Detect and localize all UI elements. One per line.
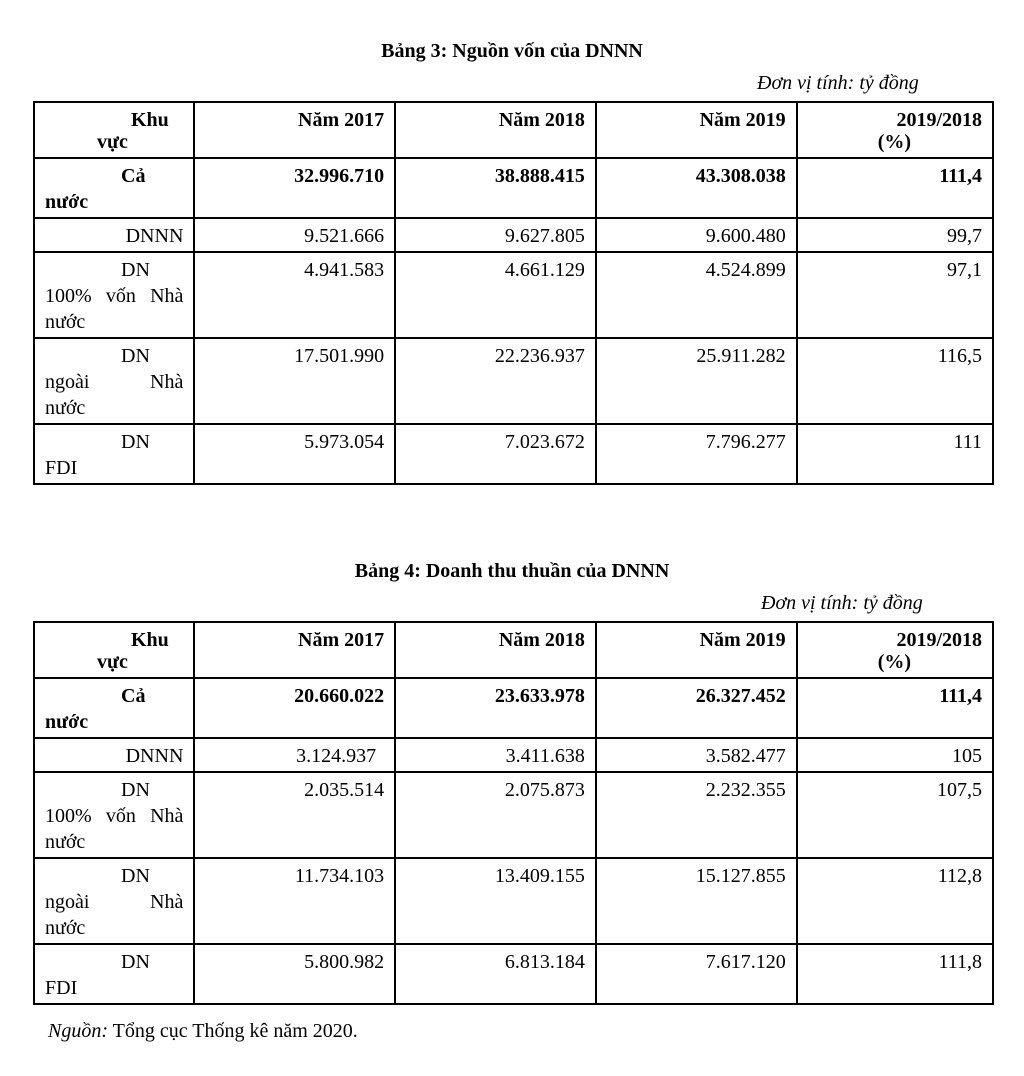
source-note (48, 1020, 358, 1043)
header-pct-line2: (%) (877, 651, 912, 673)
value-pct: 97,1 (797, 252, 993, 338)
table-row (34, 218, 993, 252)
table3-title: Bảng 3: Nguồn vốn của DNNN (381, 40, 643, 62)
region-line: DN (121, 865, 150, 887)
table3-header-row (34, 102, 993, 158)
table3-unit: Đơn vị tính: tỷ đồng (757, 72, 919, 94)
value-2018: 2.075.873 (395, 772, 596, 858)
region-line: DNNN (34, 738, 194, 772)
header-2019: Năm 2019 (596, 102, 797, 158)
value-2019: 3.582.477 (596, 738, 797, 772)
value-pct: 112,8 (797, 858, 993, 944)
value-2017: 20.660.022 (194, 678, 395, 738)
value-2017: 32.996.710 (194, 158, 395, 218)
region-line: nước (45, 311, 86, 333)
value-2018: 22.236.937 (395, 338, 596, 424)
value-pct: 111 (797, 424, 993, 484)
value-2018: 6.813.184 (395, 944, 596, 1004)
table-row (34, 772, 993, 858)
header-pct-line1: 2019/2018 (896, 109, 982, 131)
region-line: ngoài Nhà (45, 371, 184, 393)
region-line: FDI (45, 977, 78, 999)
table-row (34, 158, 993, 218)
value-2019: 4.524.899 (596, 252, 797, 338)
region-line: DN (121, 259, 150, 281)
value-2019: 25.911.282 (596, 338, 797, 424)
header-2018: Năm 2018 (395, 102, 596, 158)
header-region-line1: Khu (131, 109, 169, 131)
header-region-line2: vực (97, 131, 128, 153)
value-2017: 5.800.982 (194, 944, 395, 1004)
header-2019: Năm 2019 (596, 622, 797, 678)
region-line: DN (121, 779, 150, 801)
table4 (33, 621, 994, 1005)
value-pct: 111,4 (797, 678, 993, 738)
table4-header-row (34, 622, 993, 678)
region-line: nước (45, 831, 86, 853)
header-2017: Năm 2017 (194, 622, 395, 678)
value-2019: 2.232.355 (596, 772, 797, 858)
value-2018: 7.023.672 (395, 424, 596, 484)
region-line: nước (45, 191, 89, 213)
value-2017: 11.734.103 (194, 858, 395, 944)
value-2017: 17.501.990 (194, 338, 395, 424)
table-row (34, 424, 993, 484)
source-text: Tổng cục Thống kê năm 2020. (108, 1020, 358, 1042)
value-2018: 4.661.129 (395, 252, 596, 338)
region-line: ngoài Nhà (45, 891, 184, 913)
table-row (34, 944, 993, 1004)
region-line: DNNN (34, 218, 194, 252)
table-row (34, 338, 993, 424)
region-line: FDI (45, 457, 78, 479)
table-row (34, 678, 993, 738)
value-2019: 9.600.480 (596, 218, 797, 252)
header-2017: Năm 2017 (194, 102, 395, 158)
header-2018: Năm 2018 (395, 622, 596, 678)
table3 (33, 101, 994, 485)
value-pct: 99,7 (797, 218, 993, 252)
table-row (34, 252, 993, 338)
value-pct: 111,4 (797, 158, 993, 218)
table-row (34, 738, 993, 772)
header-region-line2: vực (97, 651, 128, 673)
region-line: nước (45, 711, 89, 733)
value-2019: 7.796.277 (596, 424, 797, 484)
region-line: DN (121, 345, 150, 367)
value-pct: 107,5 (797, 772, 993, 858)
value-2018: 9.627.805 (395, 218, 596, 252)
value-2018: 23.633.978 (395, 678, 596, 738)
value-pct: 111,8 (797, 944, 993, 1004)
region-line: 100% vốn Nhà (45, 805, 184, 827)
region-line: Cả (121, 165, 146, 187)
value-2018: 3.411.638 (395, 738, 596, 772)
source-label: Nguồn: (48, 1020, 108, 1042)
region-line: 100% vốn Nhà (45, 285, 184, 307)
value-2018: 38.888.415 (395, 158, 596, 218)
table4-title: Bảng 4: Doanh thu thuần của DNNN (354, 560, 670, 582)
header-pct-line1: 2019/2018 (896, 629, 982, 651)
value-2019: 15.127.855 (596, 858, 797, 944)
value-2018: 13.409.155 (395, 858, 596, 944)
value-2019: 26.327.452 (596, 678, 797, 738)
header-pct-line2: (%) (877, 131, 912, 153)
value-2017: 5.973.054 (194, 424, 395, 484)
region-line: nước (45, 917, 86, 939)
value-2019: 7.617.120 (596, 944, 797, 1004)
value-2017: 9.521.666 (194, 218, 395, 252)
value-pct: 116,5 (797, 338, 993, 424)
value-pct: 105 (797, 738, 993, 772)
value-2017: 4.941.583 (194, 252, 395, 338)
value-2017: 3.124.937 (194, 738, 395, 772)
header-region-line1: Khu (131, 629, 169, 651)
region-line: DN (121, 431, 150, 453)
region-line: Cả (121, 685, 146, 707)
value-2017: 2.035.514 (194, 772, 395, 858)
value-2019: 43.308.038 (596, 158, 797, 218)
region-line: nước (45, 397, 86, 419)
region-line: DN (121, 951, 150, 973)
table4-unit: Đơn vị tính: tỷ đồng (761, 592, 923, 614)
table-row (34, 858, 993, 944)
